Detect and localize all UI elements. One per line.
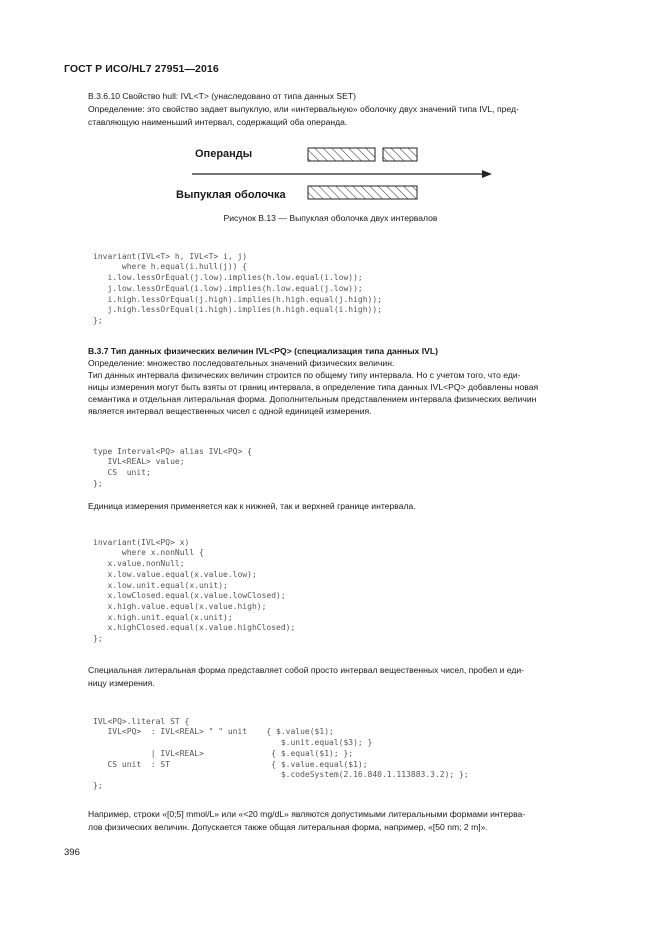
- code-line: $.codeSystem(2.16.840.1.113883.3.2); };: [93, 770, 469, 780]
- code-line: where h.equal(i.hull(j)) {: [93, 262, 248, 272]
- section-b37-definition: Определение: множество последовательных значений физических величин.: [88, 358, 395, 368]
- page-number: 396: [64, 847, 80, 858]
- example-paragraph-2: лов физических величин. Допускается также общая литеральная форма, например, «[50 nm; 2 m]».: [88, 822, 488, 832]
- code-block-hull: [93, 241, 382, 337]
- code-line: i.high.lessOrEqual(j.high).implies(h.high.equal(j.high));: [93, 294, 382, 304]
- literal-paragraph-1: Специальная литеральная форма представляет собой просто интервал вещественных чисел, пробел и еди-: [88, 665, 525, 675]
- unit-paragraph: Единица измерения применяется как к нижней, так и верхней границе интервала.: [88, 501, 416, 511]
- literal-paragraph-2: ницу измерения.: [88, 678, 155, 688]
- section-b3610-title: B.3.6.10 Свойство hull: IVL<T> (унаследовано от типа данных SET): [88, 91, 356, 101]
- code-line: x.high.value.equal(x.value.high);: [93, 601, 267, 611]
- code-line: $.unit.equal($3); }: [93, 738, 373, 748]
- code-line: i.low.lessOrEqual(j.low).implies(h.low.equal(i.low));: [93, 273, 363, 283]
- code-line: CS unit : ST { $.value.equal($1);: [93, 759, 368, 769]
- code-block-type: [93, 436, 252, 500]
- hull-diagram: [160, 138, 500, 208]
- code-block-invariant: [93, 527, 295, 655]
- figure-caption: Рисунок B.13 — Выпуклая оболочка двух интервалов: [223, 213, 438, 223]
- code-line: x.lowClosed.equal(x.value.lowClosed);: [93, 591, 286, 601]
- page-header: ГОСТ Р ИСО/HL7 27951—2016: [64, 63, 219, 75]
- operand-interval-2: [383, 148, 417, 161]
- section-b37-title: B.3.7 Тип данных физических величин IVL<PQ> (специализация типа данных IVL): [88, 346, 438, 356]
- code-line: x.highClosed.equal(x.value.highClosed);: [93, 623, 296, 633]
- example-paragraph-1: Например, строки «[0;5] mmol/L» или «<20 mg/dL» являются допустимыми литеральными формами интерва-: [88, 809, 526, 819]
- hull-interval: [308, 186, 417, 199]
- section-b3610-definition-2: ставляющую наименьший интервал, содержащий оба операнда.: [88, 117, 348, 127]
- code-line: };: [93, 780, 103, 790]
- section-b37-para-1: Тип данных интервала физических величин строится по общему типу интервала. Но с учетом того, что еди-: [88, 370, 521, 380]
- section-b37-para-2: ницы измерения могут быть взяты от границ интервала, в определение типа данных IVL<PQ> добавлены новая: [88, 382, 539, 392]
- code-line: IVL<PQ>.literal ST {: [93, 716, 190, 726]
- code-line: where x.nonNull {: [93, 548, 204, 558]
- code-line: x.value.nonNull;: [93, 559, 185, 569]
- hull-label: Выпуклая оболочка: [176, 189, 286, 201]
- section-b37-para-4: является интервал вещественных чисел с одной единицей измерения.: [88, 406, 372, 416]
- section-b37-para-3: семантика и отдельная литеральная форма. Дополнительным представлением интервала физических величин: [88, 394, 537, 404]
- operand-interval-1: [308, 148, 375, 161]
- code-line: j.high.lessOrEqual(i.high).implies(h.high.equal(i.high));: [93, 305, 382, 315]
- code-line: x.high.unit.equal(x.unit);: [93, 612, 233, 622]
- code-line: IVL<PQ> : IVL<REAL> " " unit { $.value($1);: [93, 727, 334, 737]
- operands-label: Операнды: [195, 148, 253, 160]
- code-line: x.low.unit.equal(x.unit);: [93, 580, 228, 590]
- code-line: j.low.lessOrEqual(i.low).implies(h.low.equal(j.low));: [93, 283, 363, 293]
- code-line: IVL<REAL> value;: [93, 457, 185, 467]
- code-line: type Interval<PQ> alias IVL<PQ> {: [93, 446, 252, 456]
- code-line: CS unit;: [93, 468, 151, 478]
- code-line: x.low.value.equal(x.value.low);: [93, 569, 257, 579]
- code-line: };: [93, 634, 103, 644]
- code-line: };: [93, 478, 103, 488]
- axis-arrowhead: [482, 170, 492, 178]
- code-line: invariant(IVL<T> h, IVL<T> i, j): [93, 251, 248, 261]
- section-b3610-definition-1: Определение: это свойство задает выпуклую, или «интервальную» оболочку двух значений типа IVL, пред-: [88, 104, 519, 114]
- code-line: | IVL<REAL> { $.equal($1); };: [93, 748, 354, 758]
- code-line: invariant(IVL<PQ> x): [93, 537, 190, 547]
- code-block-literal: [93, 706, 469, 802]
- code-line: };: [93, 315, 103, 325]
